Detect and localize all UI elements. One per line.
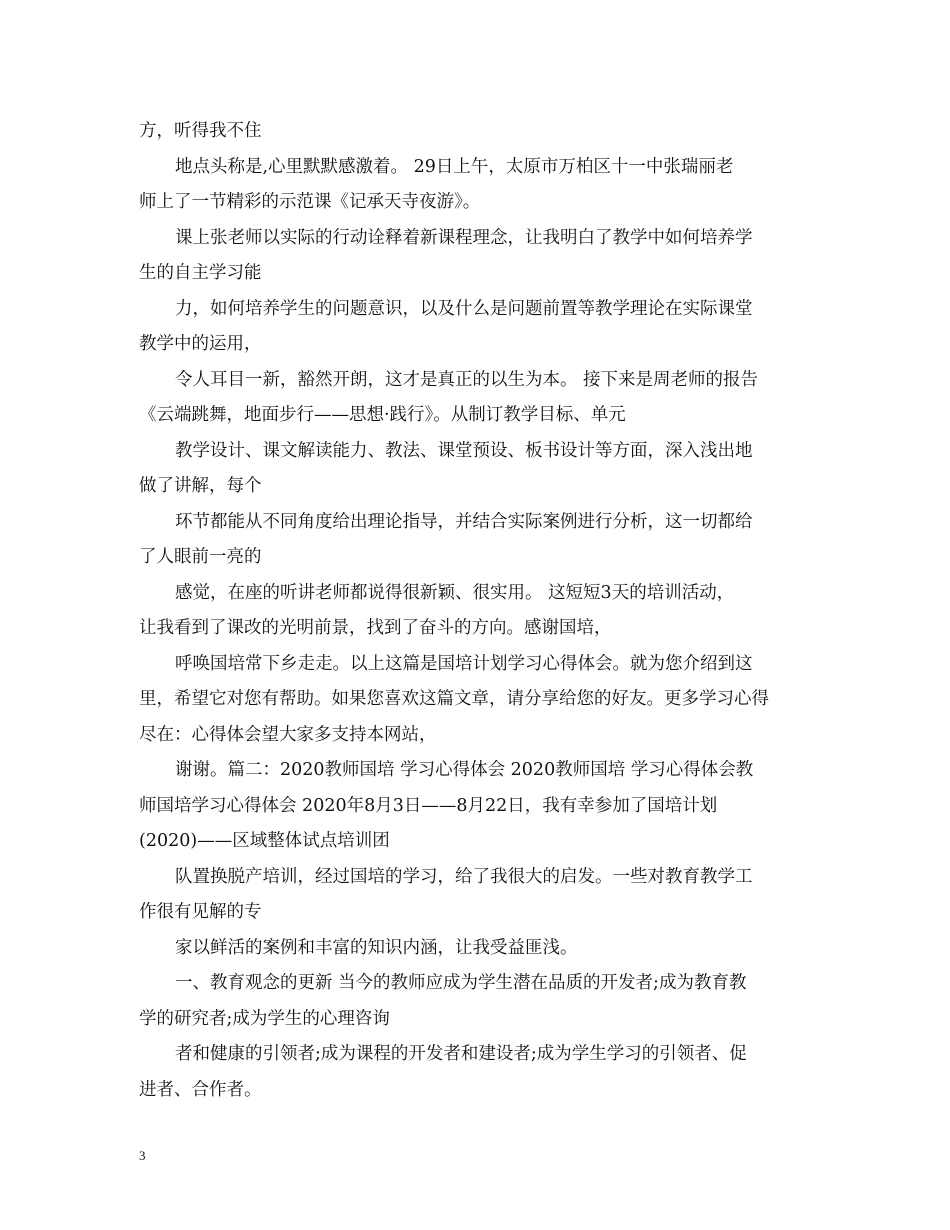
- text-line: 师上了一节精彩的示范课《记承天寺夜游》。: [139, 192, 481, 212]
- text-line: 令人耳目一新，豁然开朗，这才是真正的以生为本。 接下来是周老师的报告: [175, 369, 759, 390]
- text-line: 谢谢。篇二：2020教师国培 学习心得体会 2020教师国培 学习心得体会教: [175, 760, 754, 780]
- text-line: 家以鲜活的案例和丰富的知识内涵，让我受益匪浅。: [175, 937, 578, 958]
- text-line: 呼唤国培常下乡走走。以上这篇是国培计划学习心得体会。就为您介绍到这: [175, 653, 753, 674]
- page-number: 3: [139, 1148, 146, 1163]
- text-line: 教学设计、课文解读能力、教法、课堂预设、板书设计等方面，深入浅出地: [175, 440, 753, 461]
- text-line: 《云端跳舞，地面步行——思想·践行》。从制订教学目标、单元: [139, 405, 626, 425]
- text-line: 感觉，在座的听讲老师都说得很新颖、很实用。 这短短3天的培训活动，: [175, 582, 735, 603]
- text-line: 里，希望它对您有帮助。如果您喜欢这篇文章，请分享给您的好友。更多学习心得: [139, 689, 769, 709]
- text-line: 一、教育观念的更新 当今的教师应成为学生潜在品质的开发者;成为教育教: [175, 973, 747, 993]
- text-line: 作很有见解的专: [139, 902, 262, 922]
- text-line: 教学中的运用，: [139, 334, 262, 354]
- text-line: 进者、合作者。: [139, 1079, 262, 1100]
- text-line: (2020)——区域整体试点培训团: [139, 831, 390, 851]
- text-line: 力，如何培养学生的问题意识，以及什么是问题前置等教学理论在实际课堂: [175, 298, 753, 319]
- text-line: 尽在：心得体会望大家多支持本网站，: [139, 724, 437, 745]
- text-line: 队置换脱产培训，经过国培的学习，给了我很大的启发。一些对教育教学工: [175, 866, 753, 887]
- text-line: 课上张老师以实际的行动诠释着新课程理念，让我明白了教学中如何培养学: [175, 227, 753, 248]
- text-line: 方，听得我不住: [139, 121, 262, 141]
- text-line: 生的自主学习能: [139, 263, 262, 283]
- text-line: 做了讲解，每个: [139, 476, 262, 496]
- document-body: [139, 116, 811, 1110]
- text-line: 环节都能从不同角度给出理论指导，并结合实际案例进行分析，这一切都给: [175, 511, 753, 532]
- text-line: 者和健康的引领者;成为课程的开发者和建设者;成为学生学习的引领者、促: [175, 1044, 747, 1064]
- text-line: 让我看到了课改的光明前景，找到了奋斗的方向。感谢国培，: [139, 618, 612, 638]
- text-line: 了人眼前一亮的: [139, 547, 262, 567]
- text-line: 师国培学习心得体会 2020年8月3日——8月22日，我有幸参加了国培计划: [139, 795, 718, 816]
- text-line: 学的研究者;成为学生的心理咨询: [139, 1008, 390, 1029]
- text-line: 地点头称是,心里默默感激着。 29日上午，太原市万柏区十一中张瑞丽老: [175, 156, 734, 177]
